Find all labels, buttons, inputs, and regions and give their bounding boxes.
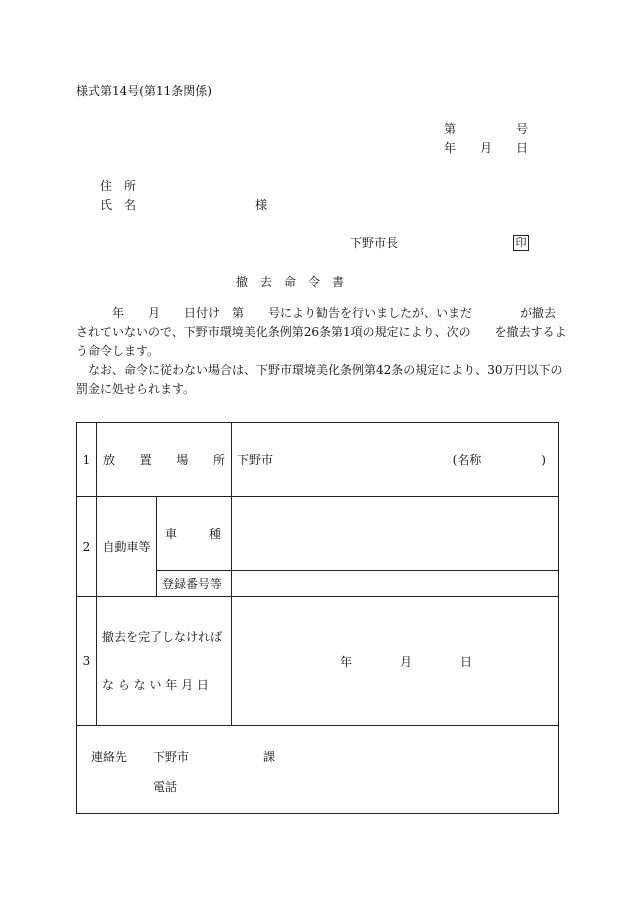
contact-label: 連絡先 — [91, 750, 128, 764]
contact-cell — [77, 726, 559, 814]
contact-city: 下野市 — [153, 750, 190, 764]
order-details-table — [76, 422, 559, 814]
body-line-2: されていないので、下野市環境美化条例第26条第1項の規定により、次の を撤去するよ — [76, 325, 567, 339]
contact-row — [77, 726, 559, 814]
row-number: 3 — [77, 597, 97, 726]
deadline-date: 年 月 日 — [340, 654, 473, 669]
contact-section: 課 — [263, 750, 276, 764]
deadline-label: 撤去を完了しなければ な ら な い 年 月 日 — [97, 597, 232, 726]
deadline-field[interactable] — [232, 597, 559, 726]
table-row — [77, 497, 559, 571]
body-line-4: なお、命令に従わない場合は、下野市環境美化条例第42条の規定により、30万円以下の — [76, 363, 563, 377]
location-name-note: (名称 ) — [452, 453, 546, 467]
form-number: 様式第14号(第11条関係) — [76, 84, 212, 98]
name-label: 氏 名 — [100, 198, 137, 212]
issuer-title: 下野市長 — [350, 236, 399, 250]
registration-number-label: 登録番号等 — [157, 571, 232, 597]
vehicle-type-field[interactable] — [232, 497, 559, 571]
address-label: 住 所 — [100, 179, 137, 193]
date-year: 年 — [444, 141, 457, 155]
row-number: 1 — [77, 423, 97, 497]
date-month: 月 — [480, 141, 493, 155]
document-number-prefix: 第 — [444, 122, 457, 136]
location-field[interactable] — [232, 423, 559, 497]
seal-mark: 印 — [513, 235, 529, 251]
location-label: 放 置 場 所 — [97, 423, 232, 497]
document-number-suffix: 号 — [516, 122, 529, 136]
location-city: 下野市 — [237, 453, 274, 467]
date-day: 日 — [516, 141, 529, 155]
contact-phone: 電話 — [153, 780, 178, 794]
body-line-3: う命令します。 — [76, 344, 160, 358]
registration-number-field[interactable] — [232, 571, 559, 597]
body-line-1: 年 月 日付け 第 号により勧告を行いましたが、いまだ が撤去 — [76, 306, 557, 320]
honorific: 様 — [255, 198, 268, 212]
row-number: 2 — [77, 497, 97, 597]
document-title: 撤 去 命 令 書 — [236, 275, 345, 289]
vehicle-type-label: 車 種 — [157, 497, 232, 571]
vehicle-label: 自動車等 — [97, 497, 157, 597]
table-row — [77, 597, 559, 726]
table-row — [77, 423, 559, 497]
body-text — [76, 304, 567, 399]
body-line-5: 罰金に処せられます。 — [76, 382, 196, 396]
